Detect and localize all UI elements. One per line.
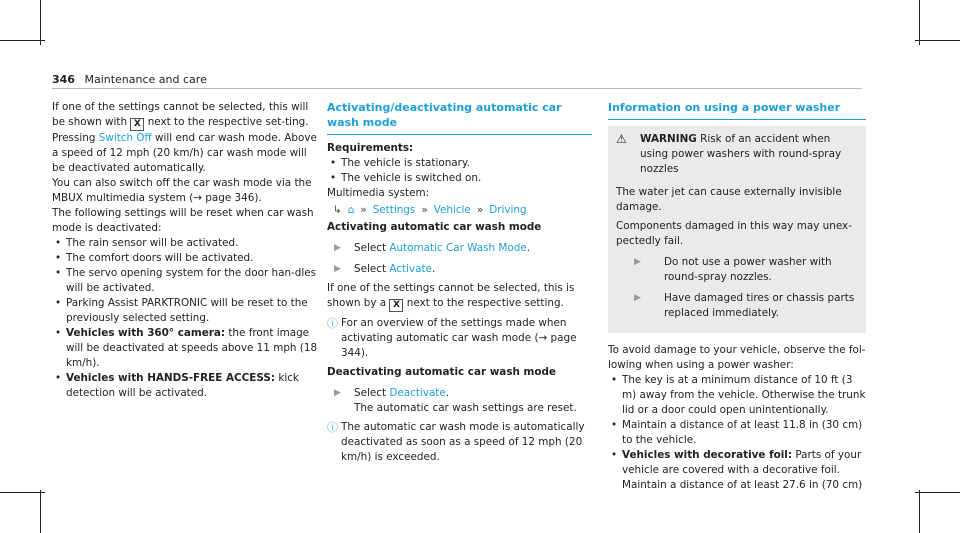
list-item [66,371,322,401]
multimedia-label: Multimedia system: [327,187,430,199]
step [327,241,592,256]
warning-text: Risk of an accident when using power washers with round-spray nozzles [640,133,842,175]
column-2 [327,100,592,465]
step-arrow-icon: ▶ [634,257,641,267]
note [327,316,592,361]
text: The servo opening system for the door han-dles will be activated. [66,267,317,294]
list-item: • The vehicle is stationary. [341,156,592,171]
text: kick detection will be activated. [66,372,299,399]
menu-item-vehicle: Vehicle [433,204,471,216]
list-item [66,296,322,326]
paragraph: You can also switch off the car wash mode via the MBUX multimedia system (→ page 346). [52,177,312,204]
text: . [445,387,450,399]
path-arrow-icon: ↳ [333,204,342,216]
step [616,291,860,321]
crop-mark [915,492,960,493]
text: The rain sensor will be activated. [66,237,239,249]
crop-mark [919,490,920,533]
not-available-icon: X [389,299,403,312]
chevron-right-icon: » [421,204,428,216]
step-arrow-icon: ▶ [334,264,341,274]
text: The comfort doors will be activated. [66,252,254,264]
paragraph: The water jet can cause externally invisible damage. [616,186,842,213]
list-item [622,448,866,493]
text: the front image will be deactivated at speeds above 11 mph (18 km/h). [66,327,318,369]
deactivate-label: Deactivate [389,387,446,399]
step-text: Do not use a power washer with round-spray nozzles. [664,256,832,283]
text: Parking Assist PARKTRONIC will be reset to the previously selected setting. [66,297,308,324]
text: Select [354,387,390,399]
menu-path [333,203,592,218]
paragraph: The following settings will be reset when car wash mode is deactivated: [52,207,314,234]
step [327,262,592,277]
page-header [52,72,207,87]
paragraph [327,281,592,312]
bold-label: Vehicles with 360° camera: [66,327,226,339]
text: Select [354,263,390,275]
section-title: Maintenance and care [84,73,207,86]
list-item [66,236,322,251]
list-item [622,418,866,448]
list-item [66,326,322,371]
note-text: For an overview of the settings made when activating automatic car wash mode (→ page 344). [341,317,577,359]
text: . [526,242,531,254]
list-item: • The vehicle is switched on. [341,171,592,186]
note [327,420,592,465]
warning-icon: ⚠ [616,132,627,146]
crop-mark [40,0,41,45]
bold-label: Vehicles with HANDS-FREE ACCESS: [66,372,276,384]
list-item [66,251,322,266]
page-number: 346 [52,73,75,86]
reset-settings-list [52,236,322,401]
warning-label: WARNING [640,133,697,145]
text: If one of the settings cannot be selected, this will be shown with [52,101,309,128]
step-arrow-icon: ▶ [334,243,341,253]
step-arrow-icon: ▶ [334,388,341,398]
text: If one of the settings cannot be selected, this is shown by a [327,282,575,309]
not-available-icon: X [130,118,144,131]
text: The key is at a minimum distance of 10 ft (3 m) away from the vehicle. Otherwise the trunk lid or a door could open unintentionally. [622,374,866,416]
column-3 [608,100,866,493]
text: Select [354,242,390,254]
text: next to the respective setting. [403,297,564,309]
menu-item-settings: Settings [372,204,416,216]
home-icon: ⌂ [347,204,355,216]
info-icon: ⓘ [327,421,338,434]
activate-heading: Activating automatic car wash mode [327,221,542,233]
paragraph: Components damaged in this way may unex-pectedly fail. [616,220,852,247]
crop-mark [0,40,45,41]
header-rule [52,88,862,89]
requirements-label: Requirements: [327,142,414,154]
section-heading: Information on using a power washer [608,100,866,120]
requirements-list [327,156,592,186]
bold-label: Vehicles with decorative foil: [622,449,793,461]
power-washer-list [608,373,866,493]
warning-box [608,126,866,333]
column-1 [52,100,322,401]
crop-mark [40,490,41,533]
list-item [622,373,866,418]
list-item [66,266,322,296]
step [616,255,860,285]
crop-mark [919,0,920,45]
section-heading: Activating/deactivating automatic car wash mode [327,100,592,135]
step-text: Have damaged tires or chassis parts replaced immediately. [664,292,855,319]
text: Parts of your vehicle are covered with a decorative foil. Maintain a distance of at least 27.6 in (70 cm) [622,449,863,491]
step-arrow-icon: ▶ [634,293,641,303]
switch-off-label: Switch Off [98,132,152,144]
crop-mark [0,492,45,493]
chevron-right-icon: » [360,204,367,216]
automatic-car-wash-label: Automatic Car Wash Mode [389,242,527,254]
text: Maintain a distance of at least 11.8 in (30 cm) to the vehicle. [622,419,863,446]
paragraph [52,100,322,131]
step-result: The automatic car wash settings are reset. [354,402,577,414]
paragraph [52,131,322,176]
activate-label: Activate [389,263,432,275]
deactivate-heading: Deactivating automatic car wash mode [327,366,556,378]
text: . [431,263,436,275]
text: will end car wash mode. Above a speed of 12 mph (20 km/h) car wash mode will be deactivated automatically. [52,132,317,174]
paragraph: To avoid damage to your vehicle, observe the fol-lowing when using a power washer: [608,344,866,371]
step [327,386,592,416]
text: next to the respective set-ting. [144,116,309,128]
crop-mark [915,40,960,41]
text: Pressing [52,132,99,144]
chevron-right-icon: » [476,204,484,216]
info-icon: ⓘ [327,317,338,330]
note-text: The automatic car wash mode is automatically deactivated as soon as a speed of 12 mph (20 km/h) is exceeded. [341,421,585,463]
menu-item-driving: Driving [489,204,527,216]
